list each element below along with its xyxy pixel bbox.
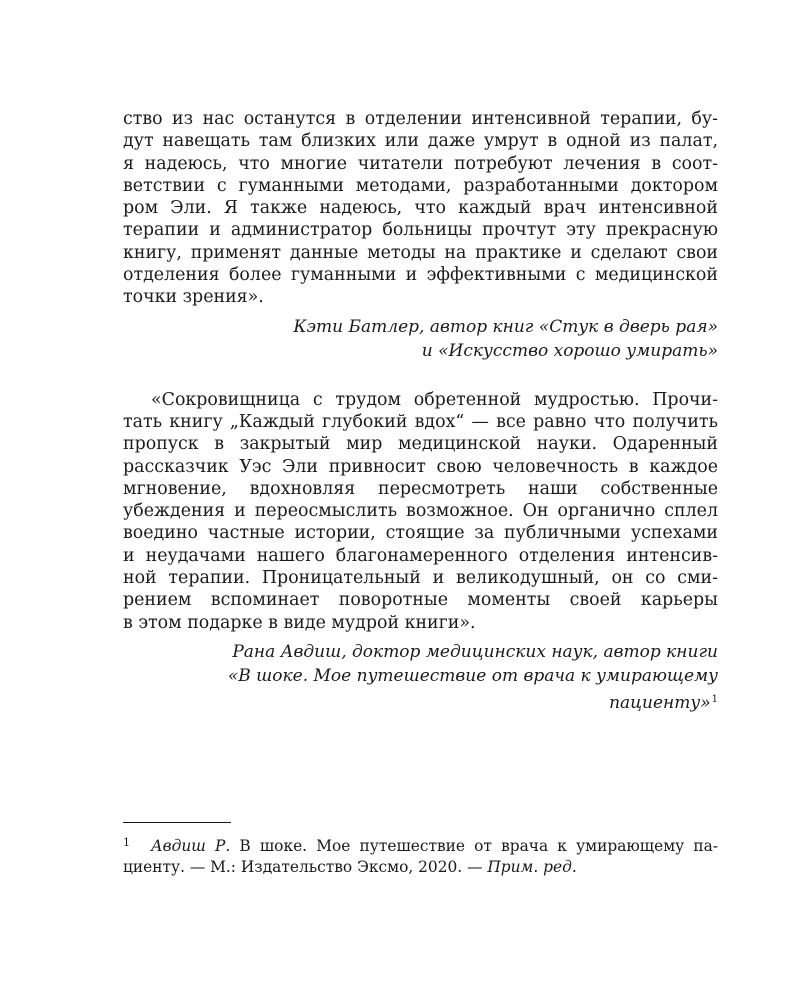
text-line: книгу, применят данные методы на практике и сделают свои: [123, 242, 718, 263]
text-line: воедино частные истории, стоящие за публичными успехами: [123, 523, 718, 544]
footnote-text: циенту. — М.: Издательство Эксмо, 2020. —: [123, 858, 488, 876]
text-line: ство из нас останутся в отделении интенсивной терапии, бу-: [123, 109, 718, 129]
text-line: «Сокровищница с трудом обретенной мудростью. Прочи-: [151, 389, 718, 410]
quote-1-text: [123, 108, 718, 309]
text-line: рассказчик Уэс Эли привносит свою человечность в каждое: [123, 456, 718, 477]
quote-2-attribution: [123, 640, 718, 715]
quote-1-attribution: [123, 315, 718, 363]
footnote-editor-note: Прим. ред.: [487, 858, 577, 876]
attribution-book-title: «В шоке. Мое путешествие от врача к умирающему пациенту»: [227, 665, 718, 713]
text-line: точки зрения».: [123, 287, 264, 308]
text-line: и неудачами нашего благонамеренного отделения интенсив-: [123, 545, 718, 566]
footnote: [123, 832, 718, 878]
footnote-line: [123, 832, 718, 857]
attribution-line: [123, 664, 718, 715]
quote-2-text: [123, 389, 718, 634]
text-line: ной терапии. Проницательный и великодушный, он со сми-: [123, 568, 718, 589]
text-line: дут навещать там близких или даже умрут в одной из палат,: [123, 131, 718, 152]
text-line: в этом подарке в виде мудрой книги».: [123, 612, 476, 633]
text-line: тать книгу „Каждый глубокий вдох“ — все равно что получить: [123, 411, 718, 432]
text-line: пропуск в закрытый мир медицинской науки. Одаренный: [123, 434, 718, 455]
footnote-text: В шоке. Мое путешествие от врача к умирающему па-: [230, 837, 719, 855]
text-line: мгновение, вдохновляя пересмотреть наши собственные: [123, 478, 718, 499]
text-line: ром Эли. Я также надеюсь, что каждый врач интенсивной: [123, 198, 718, 219]
page-body: [123, 108, 718, 715]
footnote-reference[interactable]: 1: [711, 693, 718, 705]
attribution-line: Кэти Батлер, автор книг «Стук в дверь рая»: [293, 316, 718, 337]
attribution-line: и «Искусство хорошо умирать»: [421, 340, 718, 361]
text-line: убеждения и переосмыслить возможное. Он органично сплел: [123, 501, 718, 522]
footnote-number: 1: [123, 836, 130, 849]
text-line: отделения более гуманными и эффективными с медицинской: [123, 265, 718, 286]
footnote-divider: [123, 822, 231, 823]
text-line: ветствии с гуманными методами, разработанными доктором: [123, 175, 718, 196]
text-line: я надеюсь, что многие читатели потребуют лечения в соот-: [123, 153, 718, 174]
footnote-line: [123, 857, 718, 878]
text-line: терапии и администратор больницы прочтут эту прекрасную: [123, 220, 718, 241]
footnote-author: Авдиш Р.: [151, 837, 231, 855]
text-line: рением вспоминает поворотные моменты своей карьеры: [123, 590, 718, 611]
attribution-line: Рана Авдиш, доктор медицинских наук, автор книги: [232, 641, 718, 662]
